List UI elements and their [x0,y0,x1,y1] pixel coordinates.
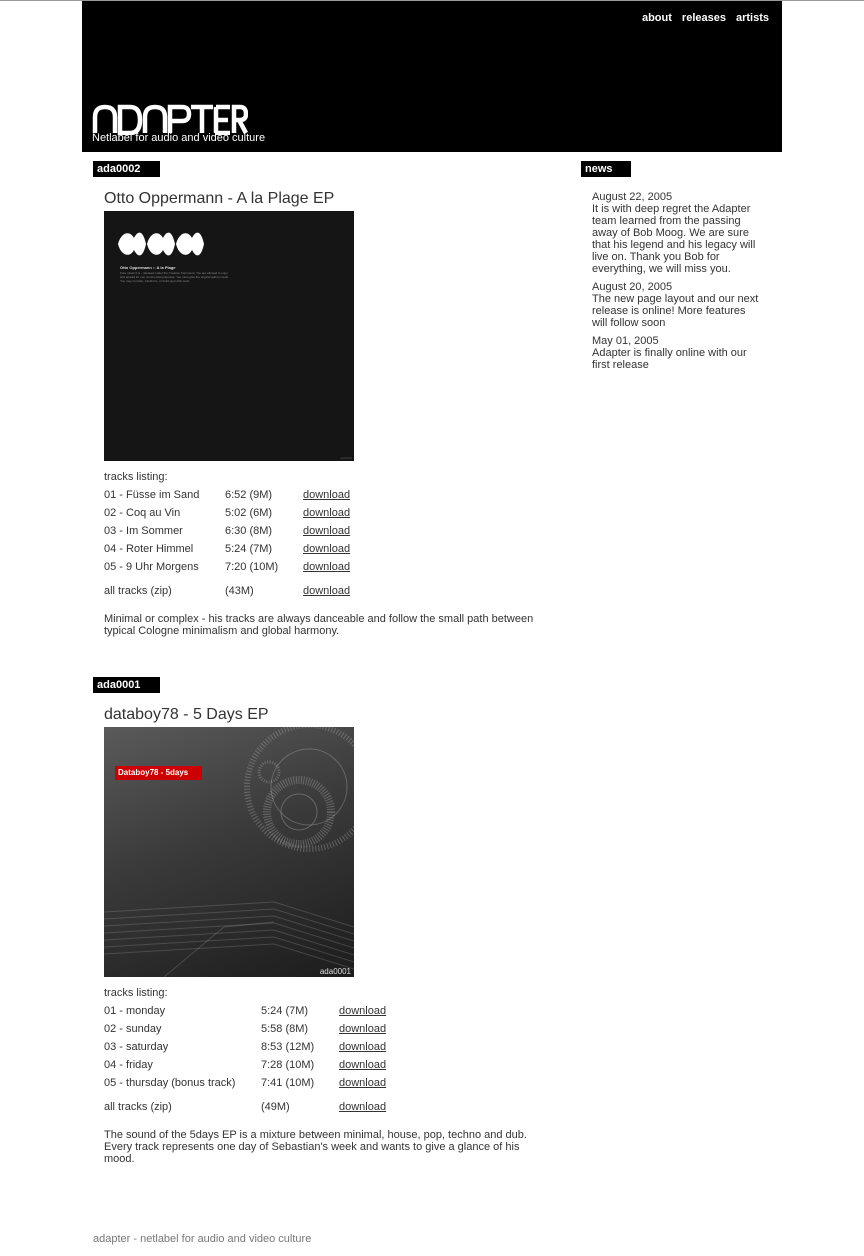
cover-code: ada0002 [340,456,352,460]
download-link[interactable]: download [303,561,351,573]
cover-red-label: Databoy78 - 5days [115,766,202,780]
download-link[interactable]: download [339,1077,387,1089]
wave-logo-icon [118,228,204,260]
track-name: 04 - Roter Himmel [104,543,194,555]
download-link[interactable]: download [339,1059,387,1071]
download-all-link[interactable]: download [303,585,351,597]
download-all-link[interactable]: download [339,1101,387,1113]
news-text: It is with deep regret the Adapter team learned from the passing away of Bob Moog. We are sure that his legend and his legacy will live on. Thank you Bob for everything, we will miss you. [592,203,756,275]
download-link[interactable]: download [339,1023,387,1035]
adapter-logo[interactable] [92,103,248,135]
album-cover[interactable] [104,727,354,977]
track-name: 02 - sunday [104,1023,162,1035]
download-link[interactable]: download [339,1041,387,1053]
all-tracks-size: (43M) [225,585,254,597]
news-item [592,191,762,275]
track-length: 5:24 (7M) [225,543,273,555]
track-name: 05 - thursday (bonus track) [104,1077,236,1089]
cover-code: ada0001 [319,967,351,976]
tracks-heading: tracks listing: [104,471,168,483]
site-tagline: Netlabel for audio and video culture [92,132,266,144]
track-length: 7:28 (10M) [261,1059,315,1071]
news-date: May 01, 2005 [592,335,659,347]
track-length: 5:02 (6M) [225,507,273,519]
news-label: news [581,161,631,177]
news-text: The new page layout and our next release is online! More features will follow soon [592,293,759,329]
news-date: August 20, 2005 [592,281,673,293]
track-length: 6:30 (8M) [225,525,273,537]
release-id-label: ada0001 [93,677,160,693]
track-length: 5:58 (8M) [261,1023,309,1035]
site-footer: adapter - netlabel for audio and video culture [93,1233,312,1245]
news-item [592,335,762,371]
cover-artwork-icon [104,727,354,977]
all-tracks-name: all tracks (zip) [104,585,172,597]
release-description: The sound of the 5days EP is a mixture between minimal, house, pop, techno and dub. Every track represents one day of Sebastian's week and wants to give a glance of his mood. [104,1129,527,1165]
cover-title: Otto Oppermann :: A la Plage [120,265,176,270]
download-link[interactable]: download [303,525,351,537]
track-name: 04 - friday [104,1059,153,1071]
track-length: 7:20 (10M) [225,561,279,573]
track-name: 05 - 9 Uhr Morgens [104,561,199,573]
download-link[interactable]: download [339,1005,387,1017]
news-text: Adapter is finally online with our first release [592,347,747,371]
track-length: 7:41 (10M) [261,1077,315,1089]
track-name: 03 - Im Sommer [104,525,183,537]
release-id-label: ada0002 [93,161,160,177]
download-link[interactable]: download [303,543,351,555]
track-name: 01 - monday [104,1005,166,1017]
track-name: 02 - Coq au Vin [104,507,181,519]
track-name: 01 - Füsse im Sand [104,489,200,501]
download-link[interactable]: download [303,507,351,519]
release-title: databoy78 - 5 Days EP [104,706,269,723]
release-description: Minimal or complex - his tracks are always danceable and follow the small path between typical Cologne minimalism and global harmony. [104,613,534,637]
download-link[interactable]: download [303,489,351,501]
all-tracks-size: (49M) [261,1101,290,1113]
track-length: 5:24 (7M) [261,1005,309,1017]
site-header [82,1,782,152]
nav-about-link[interactable]: about [641,12,672,24]
main-nav [642,12,769,24]
all-tracks-name: all tracks (zip) [104,1101,172,1113]
album-cover[interactable] [104,211,354,461]
news-item [592,281,762,329]
release-title: Otto Oppermann - A la Plage EP [104,190,335,207]
nav-releases-link[interactable]: releases [681,12,726,24]
track-length: 8:53 (12M) [261,1041,315,1053]
nav-artists-link[interactable]: artists [735,12,769,24]
tracks-heading: tracks listing: [104,987,168,999]
track-length: 6:52 (9M) [225,489,273,501]
cover-text: Free music it is - released under the Creative Commons. You are allowed to copy and spread for non commercial purposes. You must give the original author credit. You may not alter, transform, or build upon this work. [120,271,229,283]
track-name: 03 - saturday [104,1041,169,1053]
news-date: August 22, 2005 [592,191,673,203]
